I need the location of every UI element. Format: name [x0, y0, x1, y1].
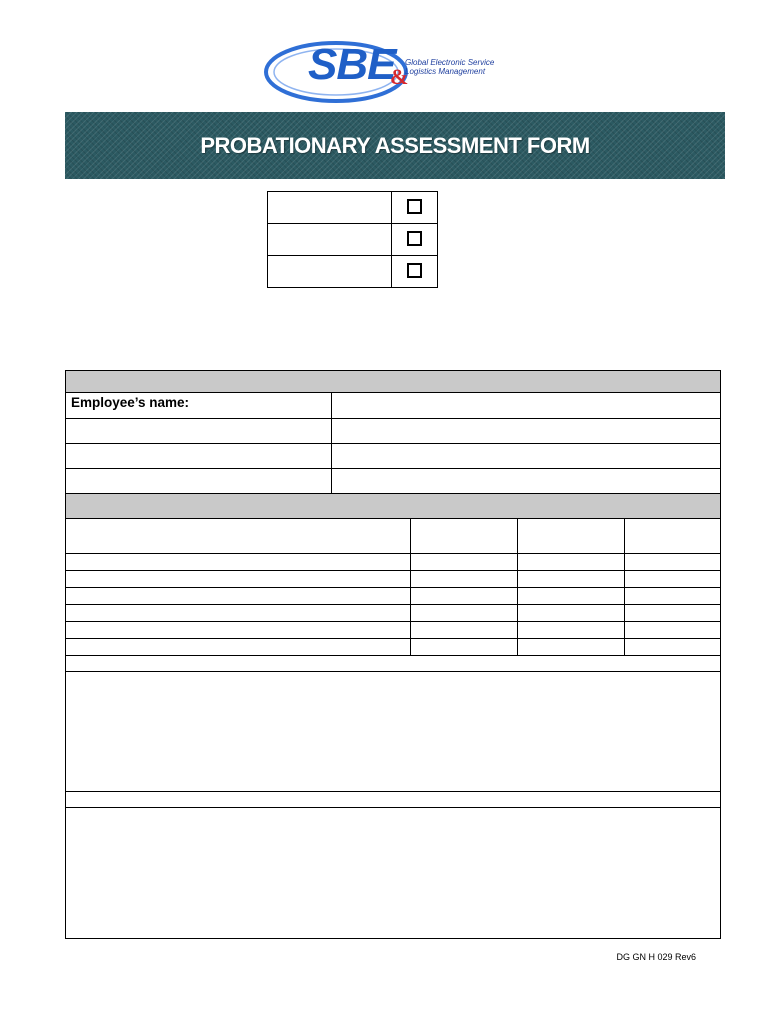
assessment-row — [66, 621, 720, 638]
comments-1-textarea[interactable] — [66, 671, 720, 771]
assessment-type-label — [268, 224, 392, 256]
employee-field-row — [66, 443, 720, 468]
logo-ampersand: & — [390, 64, 409, 89]
comments-1-label — [66, 655, 720, 671]
rating-cell[interactable] — [410, 639, 517, 655]
employee-field-row — [66, 418, 720, 443]
rating-cell[interactable] — [624, 588, 720, 604]
assessment-type-checkbox-cell — [392, 256, 438, 288]
rating-cell[interactable] — [517, 571, 624, 587]
document-code: DG GN H 029 Rev6 — [616, 952, 696, 962]
assessment-row — [66, 604, 720, 621]
assessment-type-row — [268, 224, 438, 256]
rating-cell[interactable] — [517, 554, 624, 570]
assessment-type-checkbox-cell — [392, 192, 438, 224]
employee-name-input[interactable] — [331, 393, 720, 418]
field-input[interactable] — [331, 419, 720, 443]
assessment-type-label — [268, 192, 392, 224]
assessment-row — [66, 553, 720, 570]
company-logo — [258, 36, 498, 104]
field-input[interactable] — [331, 469, 720, 493]
rating-cell[interactable] — [410, 622, 517, 638]
rating-cell[interactable] — [517, 605, 624, 621]
checkbox-1[interactable] — [407, 199, 422, 214]
rating-cell[interactable] — [410, 605, 517, 621]
criteria-cell — [66, 605, 410, 621]
assessment-row — [66, 570, 720, 587]
criteria-cell — [66, 639, 410, 655]
employee-field-row — [66, 468, 720, 493]
assessment-form — [65, 370, 721, 939]
field-label — [66, 444, 331, 468]
column-header — [410, 519, 517, 553]
logo-tagline-2: Logistics Management — [405, 67, 486, 76]
assessment-section-header — [66, 493, 720, 518]
criteria-cell — [66, 554, 410, 570]
rating-cell[interactable] — [517, 622, 624, 638]
field-label — [66, 469, 331, 493]
assessment-column-header-row — [66, 518, 720, 553]
rating-cell[interactable] — [410, 588, 517, 604]
criteria-cell — [66, 622, 410, 638]
rating-cell[interactable] — [517, 639, 624, 655]
logo-tagline-1: Global Electronic Service — [405, 58, 495, 67]
criteria-cell — [66, 571, 410, 587]
assessment-type-row — [268, 192, 438, 224]
employee-name-label: Employee’s name: — [71, 395, 190, 410]
checkbox-2[interactable] — [407, 231, 422, 246]
field-label — [66, 419, 331, 443]
assessment-row — [66, 638, 720, 655]
rating-cell[interactable] — [410, 571, 517, 587]
rating-cell[interactable] — [624, 554, 720, 570]
comments-2-label — [66, 791, 720, 807]
column-header — [624, 519, 720, 553]
assessment-type-table — [267, 191, 438, 288]
assessment-type-row — [268, 256, 438, 288]
criteria-cell — [66, 588, 410, 604]
assessment-row — [66, 587, 720, 604]
rating-cell[interactable] — [410, 554, 517, 570]
comments-2-textarea[interactable] — [66, 807, 720, 938]
field-input[interactable] — [331, 444, 720, 468]
employee-section-header — [66, 371, 720, 392]
rating-cell[interactable] — [624, 571, 720, 587]
rating-cell[interactable] — [624, 622, 720, 638]
rating-cell[interactable] — [624, 605, 720, 621]
checkbox-3[interactable] — [407, 263, 422, 278]
column-header — [517, 519, 624, 553]
assessment-type-label — [268, 256, 392, 288]
rating-cell[interactable] — [517, 588, 624, 604]
column-header — [66, 519, 410, 553]
page-title: PROBATIONARY ASSESSMENT FORM — [200, 132, 590, 158]
assessment-type-checkbox-cell — [392, 224, 438, 256]
rating-cell[interactable] — [624, 639, 720, 655]
logo-brand-text: SBE — [308, 40, 396, 89]
employee-field-row — [66, 392, 720, 418]
title-banner — [65, 112, 725, 179]
